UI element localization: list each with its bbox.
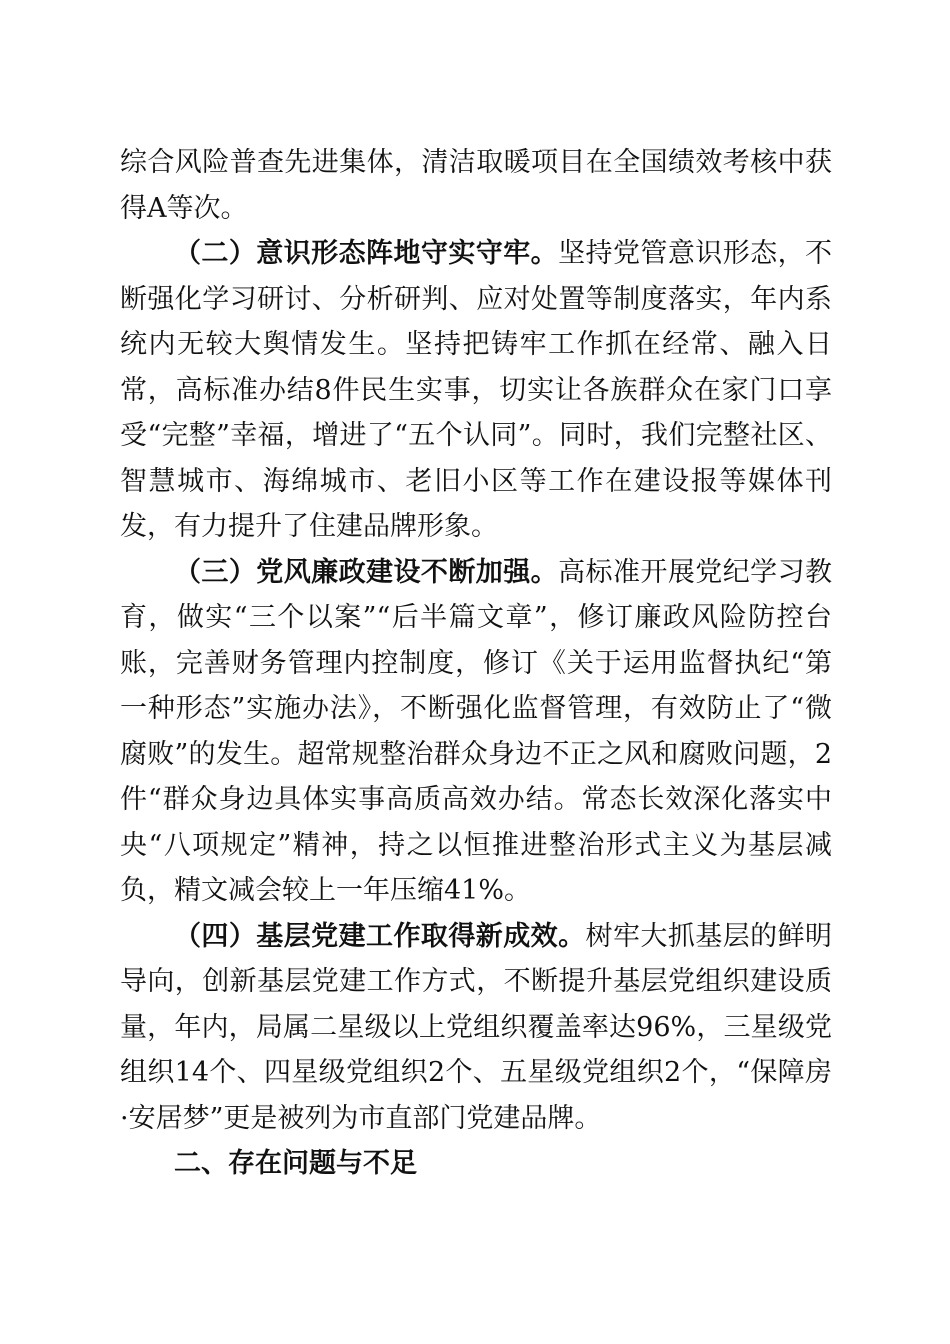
paragraph-continuation [120,140,832,231]
paragraph-grassroots [120,914,832,1142]
paragraph-integrity [120,550,832,914]
paragraph-text: 坚持党管意识形态，不断强化学习研讨、分析研判、应对处置等制度落实，年内系统内无较大舆情发生。坚持把铸牢工作抓在经常、融入日常，高标准办结8件民生实事，切实让各族群众在家门口享受“完整”幸福，增进了“五个认同”。同时，我们完整社区、智慧城市、海绵城市、老旧小区等工作在建设报等媒体刊发，有力提升了住建品牌形象。 [120,238,833,542]
paragraph-ideology [120,231,832,550]
paragraph-text: 综合风险普查先进集体，清洁取暖项目在全国绩效考核中获得A等次。 [120,147,832,224]
paragraph-lead: （四）基层党建工作取得新成效。 [174,920,586,952]
paragraph-lead: （二）意识形态阵地守实守牢。 [174,238,559,269]
paragraph-text: 树牢大抓基层的鲜明导向，创新基层党建工作方式，不断提升基层党组织建设质量，年内，局属二星级以上党组织覆盖率达96%，三星级党组织14个、四星级党组织2个、五星级党组织2个，“保障房·安居梦”更是被列为市直部门党建品牌。 [120,920,833,1134]
section-heading: 二、存在问题与不足 [174,1148,417,1179]
paragraph-lead: （三）党风廉政建设不断加强。 [174,556,559,588]
document-body [120,140,832,1187]
paragraph-text: 高标准开展党纪学习教育，做实“三个以案”“后半篇文章”，修订廉政风险防控台账，完善财务管理内控制度，修订《关于运用监督执纪“第一种形态”实施办法》，不断强化监督管理，有效防止了“微腐败”的发生。超常规整治群众身边不正之风和腐败问题，2件“群众身边具体实事高质高效办结。常态长效深化落实中央“八项规定”精神，持之以恒推进整治形式主义为基层减负，精文减会较上一年压缩41%。 [120,556,833,906]
